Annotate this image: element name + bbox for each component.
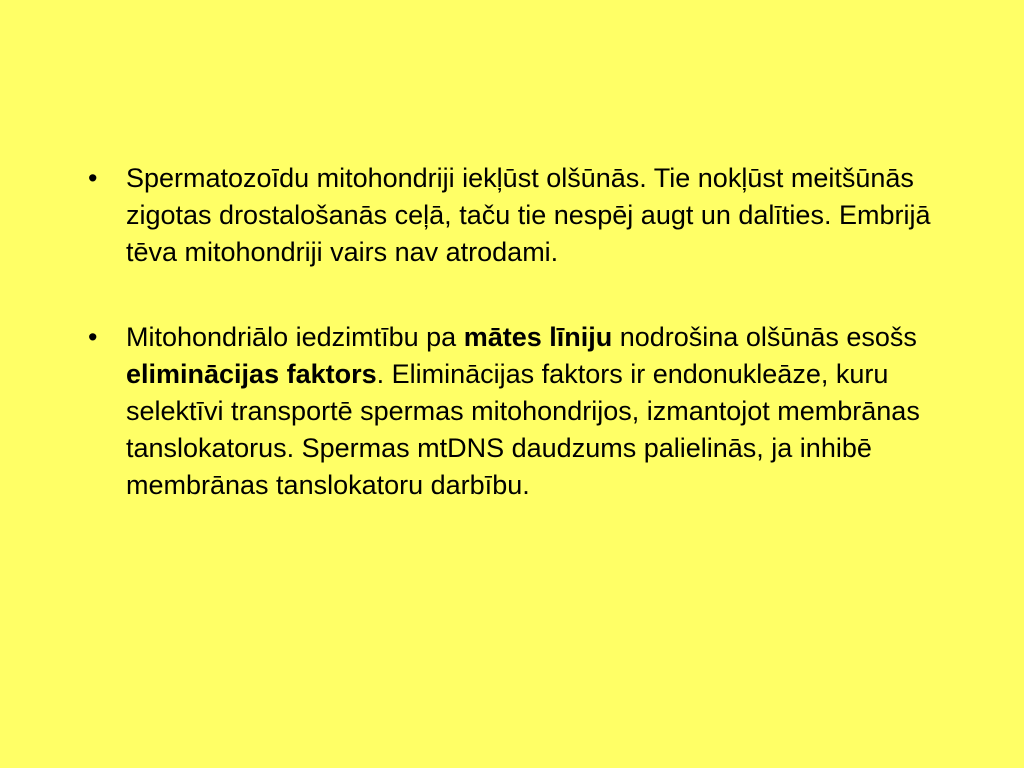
- bullet-marker: •: [88, 322, 98, 352]
- bold-term-eliminacijas-faktors: eliminācijas faktors: [126, 359, 377, 389]
- bullet-item-2: [86, 319, 946, 504]
- bullet-marker: •: [88, 163, 98, 193]
- bullet-text: [126, 160, 946, 271]
- text-segment: Mitohondriālo iedzimtību pa: [126, 322, 464, 352]
- text-segment: nodrošina olšūnās esošs: [612, 322, 917, 352]
- text-segment: . Eliminācijas faktors ir endonukleāze, kuru selektīvi transportē spermas mitohondrijos, izmantojot membrānas tanslokatorus. Spermas mtDNS daudzums palielinās, ja inhibē membrānas tanslokatoru darbību.: [126, 359, 920, 500]
- text-segment: Spermatozoīdu mitohondriji iekļūst olšūnās. Tie nokļūst meitšūnās zigotas drostalošanās ceļā, taču tie nespēj augt un dalīties. Embrijā tēva mitohondriji vairs nav atrodami.: [126, 163, 931, 267]
- bullet-text: [126, 319, 946, 504]
- bullet-item-1: [86, 160, 946, 271]
- bullet-list: [86, 160, 946, 552]
- bold-term-mates-liniju: mātes līniju: [463, 322, 613, 352]
